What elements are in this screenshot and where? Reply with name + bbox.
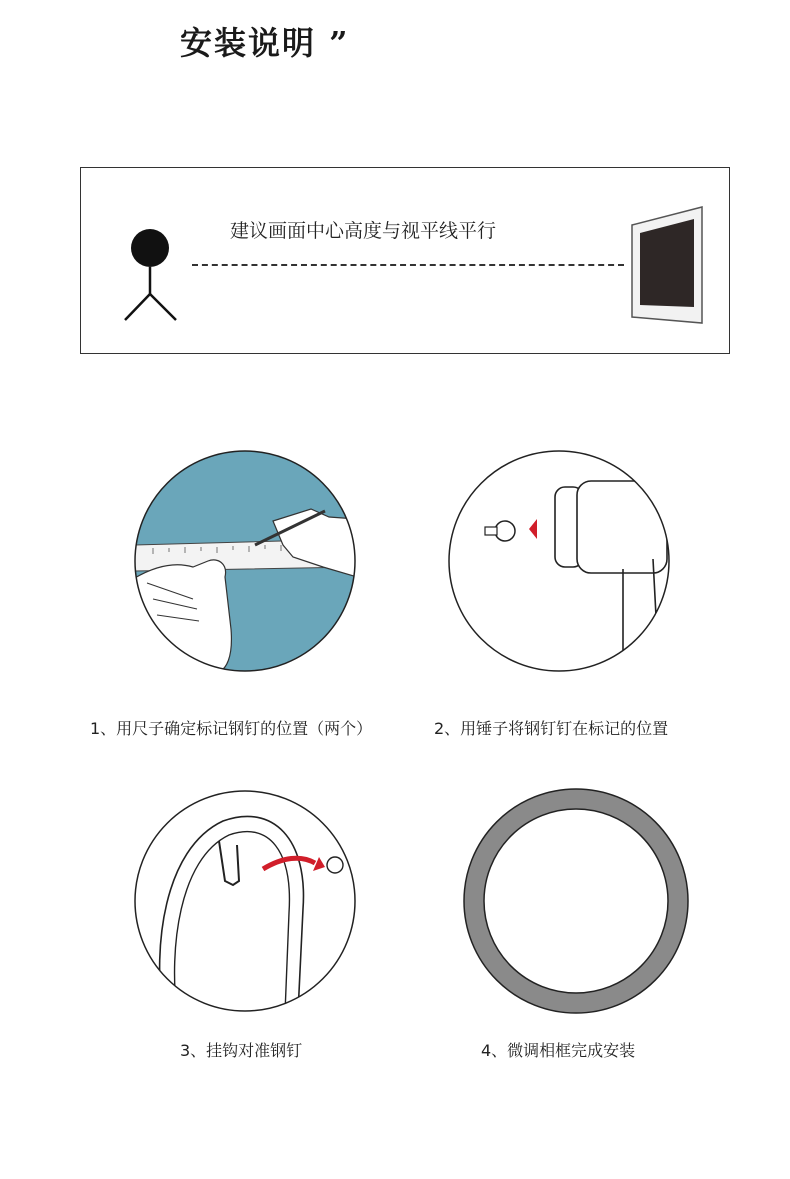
step-3-illustration bbox=[133, 789, 357, 1013]
step-2-label: 2、用锤子将钢钉钉在标记的位置 bbox=[434, 719, 669, 738]
sight-line bbox=[192, 264, 624, 266]
step-1-illustration bbox=[133, 449, 357, 673]
step-3-label: 3、挂钩对准钢钉 bbox=[180, 1041, 303, 1060]
step-2-illustration bbox=[447, 449, 671, 673]
page-title: 安装说明 ” bbox=[180, 24, 350, 62]
step-4-label: 4、微调相框完成安装 bbox=[481, 1041, 636, 1060]
stick-figure-icon bbox=[120, 228, 180, 323]
step-4-illustration bbox=[461, 786, 691, 1016]
step-1-label: 1、用尺子确定标记钢钉的位置（两个） bbox=[90, 719, 373, 738]
eye-level-text: 建议画面中心高度与视平线平行 bbox=[230, 220, 497, 242]
picture-frame-icon bbox=[630, 205, 706, 325]
